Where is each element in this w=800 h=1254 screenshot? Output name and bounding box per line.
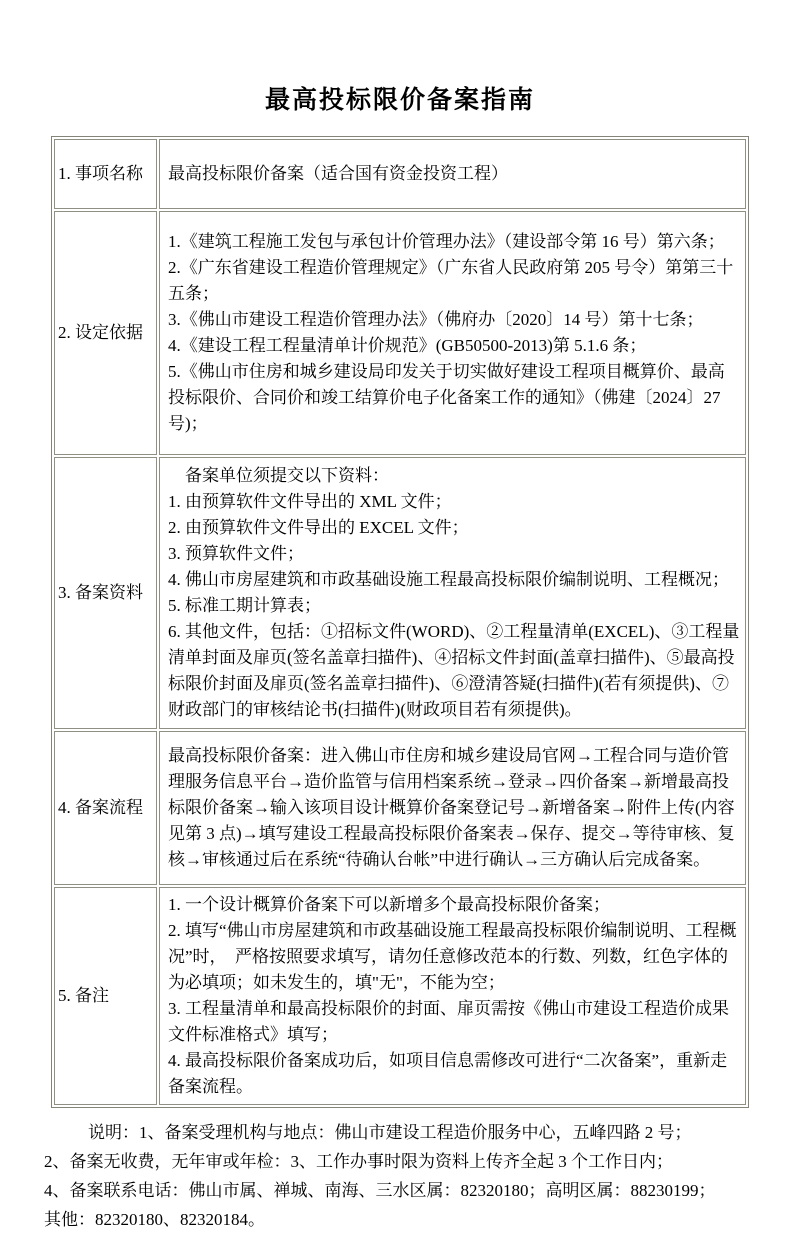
content-paragraph: 最高投标限价备案（适合国有资金投资工程）: [168, 164, 508, 183]
content-paragraph: 备案单位须提交以下资料：: [168, 466, 389, 485]
footer-line: 说明：1、备案受理机构与地点：佛山市建设工程造价服务中心，五峰四路 2 号；: [88, 1123, 692, 1142]
row-label-remarks: 5. 备注: [54, 887, 157, 1105]
row-label-filing-process: 4. 备案流程: [54, 731, 157, 885]
row-content-filing-materials: [159, 457, 746, 729]
content-paragraph: 最高投标限价备案：进入佛山市住房和城乡建设局官网→工程合同与造价管理服务信息平台→造价监管与信用档案系统→登录→四价备案→新增最高投标限价备案→输入该项目设计概算价备案登记号→新增备案→附件上传(内容见第 3 点)→填写建设工程最高投标限价备案表→保存、提交→等待审核、复核→审核通过后在系统“待确认台帐”中进行确认→三方确认后完成备案。: [168, 746, 735, 869]
content-paragraph: 3. 预算软件文件；: [168, 544, 304, 563]
content-paragraph: 1. 一个设计概算价备案下可以新增多个最高投标限价备案；: [168, 895, 610, 914]
content-paragraph: 2.《广东省建设工程造价管理规定》（广东省人民政府第 205 号令）第第三十五条；: [168, 258, 734, 303]
footer-line: 其他：82320180、82320184。: [44, 1210, 265, 1229]
content-paragraph: 4.《建设工程工程量清单计价规范》(GB50500-2013)第 5.1.6 条；: [168, 336, 647, 355]
row-content-legal-basis: [159, 211, 746, 455]
content-paragraph: 1.《建筑工程施工发包与承包计价管理办法》（建设部令第 16 号）第六条；: [168, 232, 725, 251]
table-row-filing-process: [54, 731, 746, 885]
content-paragraph: 2. 由预算软件文件导出的 EXCEL 文件；: [168, 518, 469, 537]
row-content-remarks: [159, 887, 746, 1105]
table-row-item-name: [54, 139, 746, 209]
row-content-filing-process: [159, 731, 746, 885]
content-paragraph: 3. 工程量清单和最高投标限价的封面、扉页需按《佛山市建设工程造价成果文件标准格式》填写；: [168, 999, 729, 1044]
table-row-legal-basis: [54, 211, 746, 455]
content-paragraph: 1. 由预算软件文件导出的 XML 文件；: [168, 492, 452, 511]
table-row-remarks: [54, 887, 746, 1105]
content-paragraph: 5. 标准工期计算表；: [168, 596, 321, 615]
table-row-filing-materials: [54, 457, 746, 729]
row-content-item-name: [159, 139, 746, 209]
content-paragraph: 4. 佛山市房屋建筑和市政基础设施工程最高投标限价编制说明、工程概况；: [168, 570, 729, 589]
row-label-filing-materials: 3. 备案资料: [54, 457, 157, 729]
guide-table: [51, 136, 749, 1108]
content-paragraph: 3.《佛山市建设工程造价管理办法》（佛府办〔2020〕14 号）第十七条；: [168, 310, 704, 329]
content-paragraph: 5.《佛山市住房和城乡建设局印发关于切实做好建设工程项目概算价、最高投标限价、合同价和竣工结算价电子化备案工作的通知》（佛建〔2024〕27 号)；: [168, 362, 725, 433]
footer-line: 4、备案联系电话：佛山市属、禅城、南海、三水区属：82320180；高明区属：88230199；: [44, 1181, 716, 1200]
content-paragraph: 2. 填写“佛山市房屋建筑和市政基础设施工程最高投标限价编制说明、工程概况”时， 严格按照要求填写，请勿任意修改范本的行数、列数，红色字体的为必填项；如未发生的，填"无"，不能为空；: [168, 921, 737, 992]
row-label-legal-basis: 2. 设定依据: [54, 211, 157, 455]
content-paragraph: 6. 其他文件，包括：①招标文件(WORD)、②工程量清单(EXCEL)、③工程量清单封面及扉页(签名盖章扫描件)、④招标文件封面(盖章扫描件)、⑤最高投标限价封面及扉页(签名盖章扫描件)、⑥澄清答疑(扫描件)(若有须提供)、⑦财政部门的审核结论书(扫描件)(财政项目若有须提供)。: [168, 622, 740, 719]
guide-table-body: [54, 139, 746, 1105]
content-paragraph: 4. 最高投标限价备案成功后，如项目信息需修改可进行“二次备案”，重新走备案流程。: [168, 1051, 728, 1096]
footer-line: 2、备案无收费，无年审或年检：3、工作办事时限为资料上传齐全起 3 个工作日内；: [44, 1152, 673, 1171]
page-title: 最高投标限价备案指南: [264, 87, 535, 114]
row-label-item-name: 1. 事项名称: [54, 139, 157, 209]
footer-note: [44, 1118, 760, 1234]
